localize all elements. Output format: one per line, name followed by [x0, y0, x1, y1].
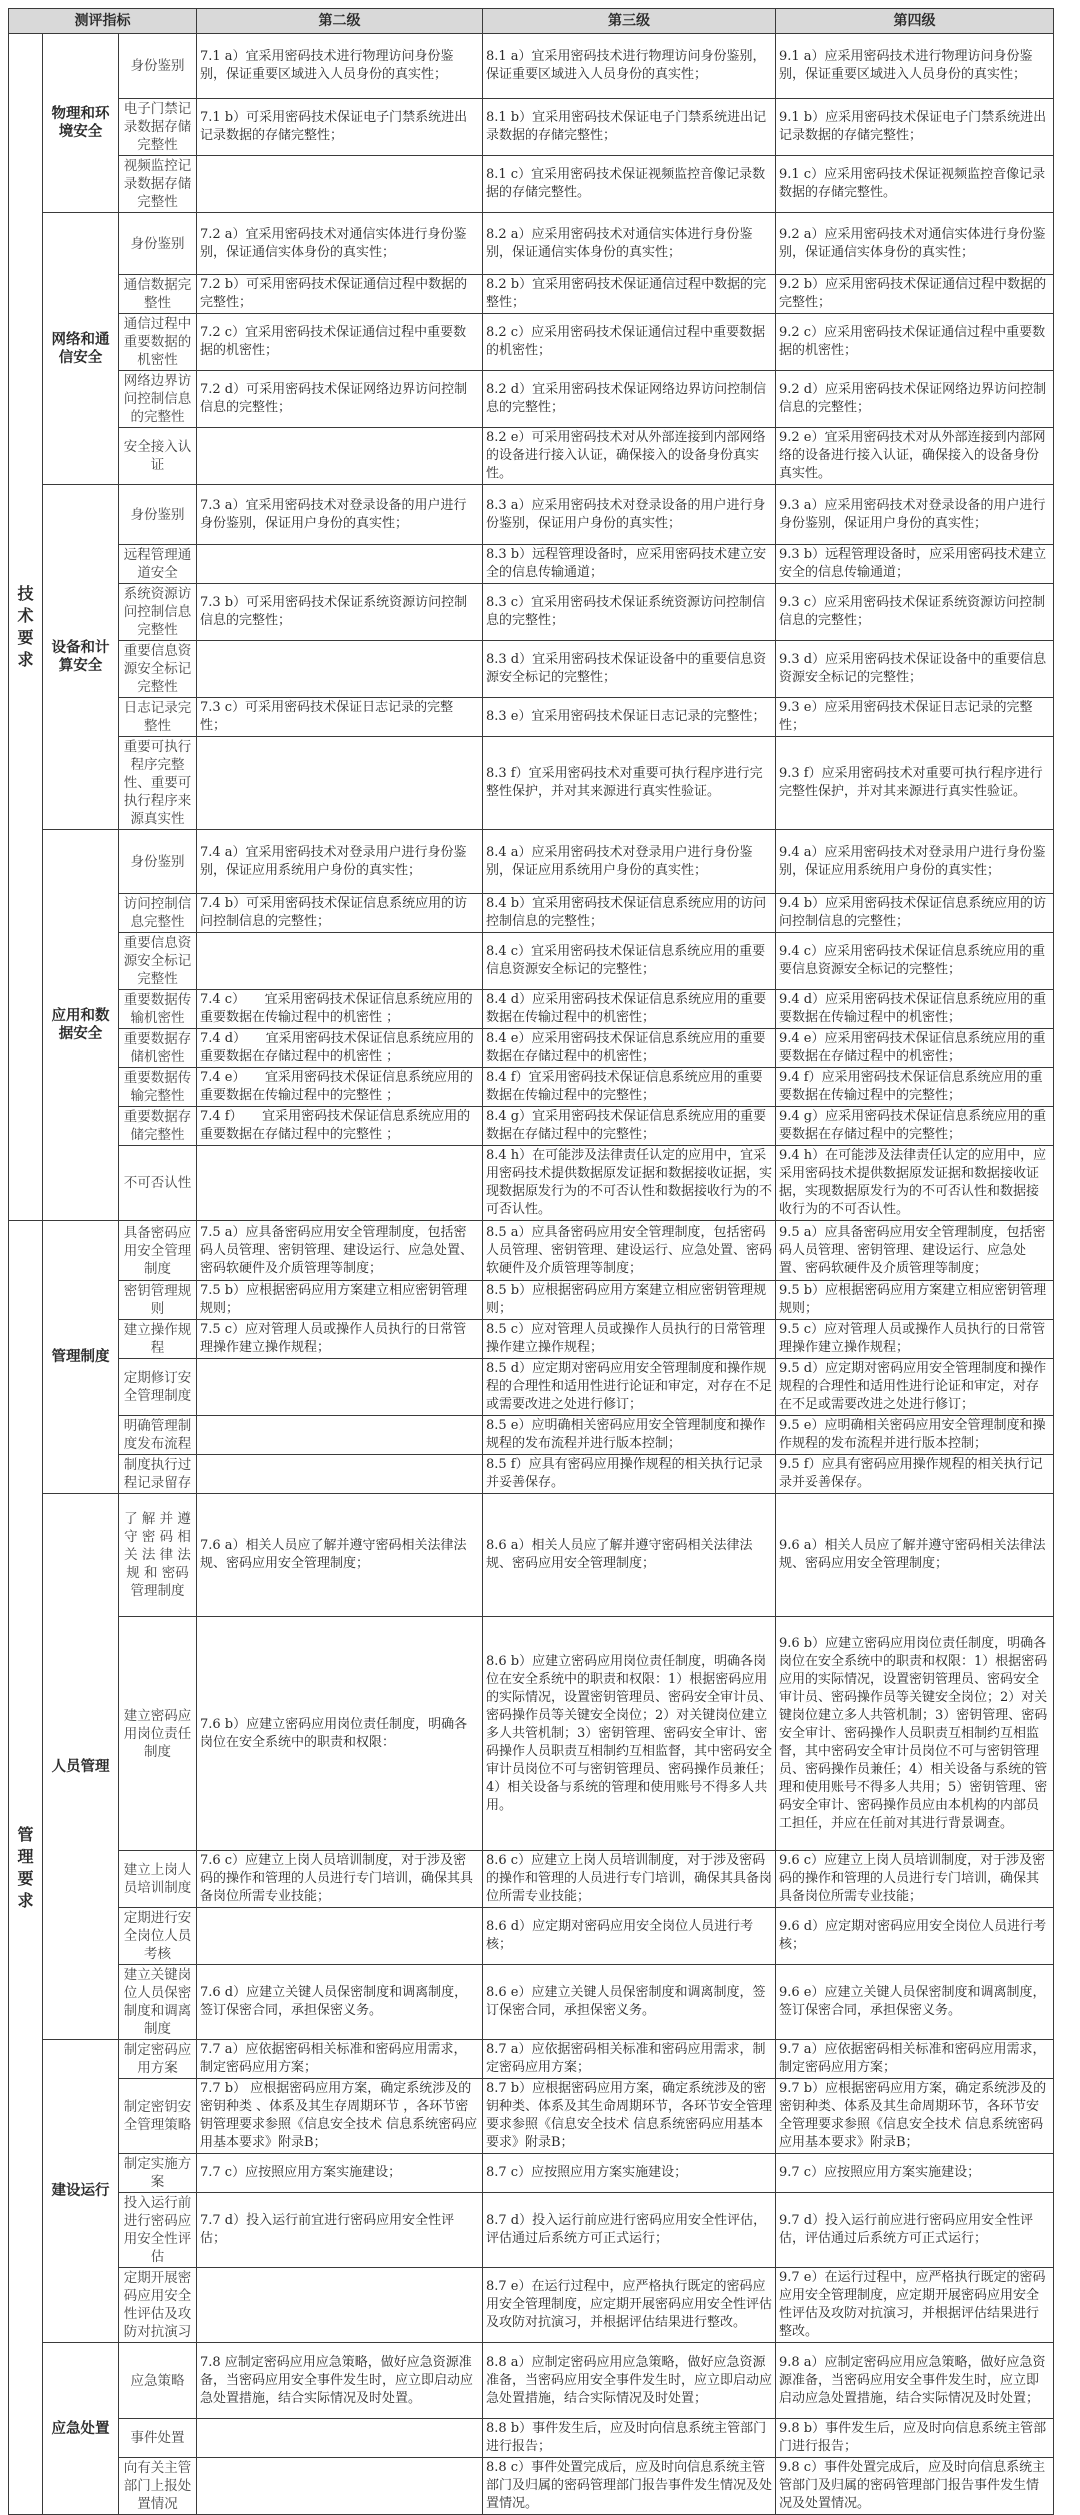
- level4-cell: 9.5 d）应定期对密码应用安全管理制度和操作规程的合理性和适用性进行论证和审定，对存在不足或需要改进之处进行修订；: [776, 1359, 1054, 1416]
- level2-cell: [197, 2268, 483, 2343]
- level2-cell: 7.3 b）可采用密码技术保证系统资源访问控制信息的完整性；: [197, 584, 483, 641]
- level4-cell: 9.2 c）应采用密码技术保证通信过程中重要数据的机密性；: [776, 314, 1054, 371]
- indicator-cell: 定期开展密码应用安全性评估及攻防对抗演习: [119, 2268, 197, 2343]
- indicator-cell: 应急策略: [119, 2343, 197, 2419]
- level3-cell: 8.2 b）宜采用密码技术保证通信过程中数据的完整性；: [483, 275, 776, 314]
- level2-cell: 7.7 d）投入运行前宜进行密码应用安全性评估；: [197, 2193, 483, 2268]
- level4-cell: 9.4 h）在可能涉及法律责任认定的应用中，应采用密码技术提供数据原发证据和数据接收证据，实现数据原发行为的不可否认性和数据接收行为的不可否认性。: [776, 1146, 1054, 1221]
- indicator-cell: 身份鉴别: [119, 485, 197, 545]
- level3-cell: 8.6 b）应建立密码应用岗位责任制度，明确各岗位在安全系统中的职责和权限：1）根据密码应用的实际情况，设置密钥管理员、密码安全审计员、密码操作员等关键安全岗位；2）对关键岗位建立多人共管机制；3）密钥管理、密码安全审计、密码操作人员职责互相制约互相监督，其中密码安全审计员岗位不可与密钥管理员、密码操作员兼任；4）相关设备与系统的管理和使用账号不得多人共用。: [483, 1617, 776, 1851]
- level3-cell: 8.4 a）应采用密码技术对登录用户进行身份鉴别，保证应用系统用户身份的真实性；: [483, 830, 776, 894]
- table-row: [9, 545, 1054, 584]
- table-row: [9, 1029, 1054, 1068]
- level2-cell: 7.4 f） 宜采用密码技术保证信息系统应用的重要数据在存储过程中的完整性 ；: [197, 1107, 483, 1146]
- level3-cell: 8.8 c）事件处置完成后，应及时向信息系统主管部门及归属的密码管理部门报告事件发生情况及处置情况。: [483, 2458, 776, 2515]
- level3-cell: 8.4 f）宜采用密码技术保证信息系统应用的重要数据在传输过程中的完整性；: [483, 1068, 776, 1107]
- indicator-cell: 重要可执行程序完整性、重要可执行程序来源真实性: [119, 737, 197, 830]
- level4-cell: 9.6 d）应定期对密码应用安全岗位人员进行考核；: [776, 1908, 1054, 1965]
- indicator-cell: 制定密钥安全管理策略: [119, 2079, 197, 2154]
- indicator-cell: 事件处置: [119, 2419, 197, 2458]
- indicator-cell: 安全接入认证: [119, 428, 197, 485]
- indicator-cell: 建立密码应用岗位责任制度: [119, 1617, 197, 1851]
- indicator-cell: 系统资源访问控制信息完整性: [119, 584, 197, 641]
- level4-cell: 9.6 a）相关人员应了解并遵守密码相关法律法规、密码应用安全管理制度；: [776, 1494, 1054, 1617]
- table-row: [9, 1908, 1054, 1965]
- level2-cell: [197, 1416, 483, 1455]
- level2-cell: 7.3 a）宜采用密码技术对登录设备的用户进行身份鉴别，保证用户身份的真实性；: [197, 485, 483, 545]
- table-row: [9, 1359, 1054, 1416]
- level3-cell: 8.6 c）应建立上岗人员培训制度，对于涉及密码的操作和管理的人员进行专门培训，确保其具备岗位所需专业技能；: [483, 1851, 776, 1908]
- level2-cell: 7.6 c）应建立上岗人员培训制度，对于涉及密码的操作和管理的人员进行专门培训，确保其具备岗位所需专业技能；: [197, 1851, 483, 1908]
- indicator-cell: 电子门禁记录数据存储完整性: [119, 99, 197, 156]
- indicator-cell: 了 解 并 遵 守 密 码 相 关 法 律 法 规 和 密码管理制度: [119, 1494, 197, 1617]
- table-row: [9, 1965, 1054, 2040]
- header-level3: 第三级: [483, 9, 776, 34]
- level4-cell: 9.5 f）应具有密码应用操作规程的相关执行记录并妥善保存。: [776, 1455, 1054, 1494]
- level3-cell: 8.3 f）宜采用密码技术对重要可执行程序进行完整性保护，并对其来源进行真实性验证。: [483, 737, 776, 830]
- indicator-cell: 日志记录完整性: [119, 698, 197, 737]
- table-row: [9, 1617, 1054, 1851]
- level2-cell: [197, 1455, 483, 1494]
- level3-cell: 8.5 d）应定期对密码应用安全管理制度和操作规程的合理性和适用性进行论证和审定，对存在不足或需要改进之处进行修订；: [483, 1359, 776, 1416]
- level4-cell: 9.5 a）应具备密码应用安全管理制度，包括密码人员管理、密钥管理、建设运行、应急处置、密码软硬件及介质管理等制度；: [776, 1221, 1054, 1281]
- indicator-cell: 建立关键岗位人员保密制度和调离制度: [119, 1965, 197, 2040]
- level2-cell: 7.2 b）可采用密码技术保证通信过程中数据的完整性；: [197, 275, 483, 314]
- level4-cell: 9.5 b）应根据密码应用方案建立相应密钥管理规则；: [776, 1281, 1054, 1320]
- table-row: [9, 1320, 1054, 1359]
- level3-cell: 8.5 b）应根据密码应用方案建立相应密钥管理规则；: [483, 1281, 776, 1320]
- level3-cell: 8.3 b）远程管理设备时，应采用密码技术建立安全的信息传输通道；: [483, 545, 776, 584]
- level2-cell: 7.1 b）可采用密码技术保证电子门禁系统进出记录数据的存储完整性；: [197, 99, 483, 156]
- table-row: [9, 99, 1054, 156]
- table-row: [9, 698, 1054, 737]
- level3-cell: 8.5 e）应明确相关密码应用安全管理制度和操作规程的发布流程并进行版本控制；: [483, 1416, 776, 1455]
- table-row: [9, 2343, 1054, 2419]
- level4-cell: 9.4 e）应采用密码技术保证信息系统应用的重要数据在存储过程中的机密性；: [776, 1029, 1054, 1068]
- indicator-cell: 建立操作规程: [119, 1320, 197, 1359]
- level2-cell: 7.3 c）可采用密码技术保证日志记录的完整性；: [197, 698, 483, 737]
- table-row: [9, 2193, 1054, 2268]
- indicator-cell: 重要信息资源安全标记完整性: [119, 933, 197, 990]
- table-row: [9, 34, 1054, 99]
- indicator-cell: 通信过程中重要数据的机密性: [119, 314, 197, 371]
- level2-cell: [197, 933, 483, 990]
- table-row: [9, 1281, 1054, 1320]
- level3-cell: 8.6 a）相关人员应了解并遵守密码相关法律法规、密码应用安全管理制度；: [483, 1494, 776, 1617]
- level2-cell: 7.5 c）应对管理人员或操作人员执行的日常管理操作建立操作规程；: [197, 1320, 483, 1359]
- group-label: 应急处置: [43, 2343, 119, 2515]
- indicator-cell: 重要数据传输完整性: [119, 1068, 197, 1107]
- group-label: 应用和数据安全: [43, 830, 119, 1221]
- indicator-cell: 制定实施方案: [119, 2154, 197, 2193]
- level4-cell: 9.5 c）应对管理人员或操作人员执行的日常管理操作建立操作规程；: [776, 1320, 1054, 1359]
- table-row: [9, 2419, 1054, 2458]
- level2-cell: 7.2 d）可采用密码技术保证网络边界访问控制信息的完整性；: [197, 371, 483, 428]
- table-row: [9, 2079, 1054, 2154]
- level2-cell: 7.5 b）应根据密码应用方案建立相应密钥管理规则；: [197, 1281, 483, 1320]
- level2-cell: [197, 2419, 483, 2458]
- level4-cell: 9.2 b）应采用密码技术保证通信过程中数据的完整性；: [776, 275, 1054, 314]
- indicator-cell: 定期进行安全岗位人员考核: [119, 1908, 197, 1965]
- level3-cell: 8.2 e）可采用密码技术对从外部连接到内部网络的设备进行接入认证，确保接入的设备身份真实性。: [483, 428, 776, 485]
- indicator-cell: 网络边界访问控制信息的完整性: [119, 371, 197, 428]
- level2-cell: 7.5 a）应具备密码应用安全管理制度，包括密码人员管理、密钥管理、建设运行、应急处置、密码软硬件及介质管理等制度；: [197, 1221, 483, 1281]
- level3-cell: 8.5 a）应具备密码应用安全管理制度，包括密码人员管理、密钥管理、建设运行、应急处置、密码软硬件及介质管理等制度；: [483, 1221, 776, 1281]
- level2-cell: [197, 1146, 483, 1221]
- table-row: [9, 1455, 1054, 1494]
- level4-cell: 9.7 d）投入运行前应进行密码应用安全性评估，评估通过后系统方可正式运行；: [776, 2193, 1054, 2268]
- level4-cell: 9.6 c）应建立上岗人员培训制度，对于涉及密码的操作和管理的人员进行专门培训，确保其具备岗位所需专业技能；: [776, 1851, 1054, 1908]
- indicator-cell: 重要信息资源安全标记完整性: [119, 641, 197, 698]
- level4-cell: 9.2 a）应采用密码技术对通信实体进行身份鉴别，保证通信实体身份的真实性；: [776, 213, 1054, 275]
- level2-cell: 7.7 b） 应根据密码应用方案，确定系统涉及的密钥种类 、体系及其生存周期环节 ，各环节密钥管理要求参照《信息安全技术 信息系统密码应用基本要求》附录B；: [197, 2079, 483, 2154]
- indicator-cell: 重要数据存储完整性: [119, 1107, 197, 1146]
- level4-cell: 9.3 a）应采用密码技术对登录设备的用户进行身份鉴别，保证用户身份的真实性；: [776, 485, 1054, 545]
- indicator-cell: 建立上岗人员培训制度: [119, 1851, 197, 1908]
- table-row: [9, 1146, 1054, 1221]
- level3-cell: 8.4 h）在可能涉及法律责任认定的应用中，宜采用密码技术提供数据原发证据和数据接收证据，实现数据原发行为的不可否认性和数据接收行为的不可否认性。: [483, 1146, 776, 1221]
- level2-cell: 7.4 b）可采用密码技术保证信息系统应用的访问控制信息的完整性；: [197, 894, 483, 933]
- indicator-cell: 重要数据存储机密性: [119, 1029, 197, 1068]
- indicator-cell: 投入运行前进行密码应用安全性评估: [119, 2193, 197, 2268]
- level4-cell: 9.5 e）应明确相关密码应用安全管理制度和操作规程的发布流程并进行版本控制；: [776, 1416, 1054, 1455]
- level4-cell: 9.1 b）应采用密码技术保证电子门禁系统进出记录数据的存储完整性；: [776, 99, 1054, 156]
- table-row: [9, 1851, 1054, 1908]
- table-row: [9, 641, 1054, 698]
- table-row: [9, 2040, 1054, 2079]
- indicator-cell: 视频监控记录数据存储完整性: [119, 156, 197, 213]
- level4-cell: 9.4 c）应采用密码技术保证信息系统应用的重要信息资源安全标记的完整性；: [776, 933, 1054, 990]
- table-row: [9, 371, 1054, 428]
- table-row: [9, 990, 1054, 1029]
- table-row: [9, 894, 1054, 933]
- level2-cell: 7.4 a）宜采用密码技术对登录用户进行身份鉴别，保证应用系统用户身份的真实性；: [197, 830, 483, 894]
- level2-cell: [197, 2458, 483, 2515]
- level3-cell: 8.2 a）应采用密码技术对通信实体进行身份鉴别，保证通信实体身份的真实性；: [483, 213, 776, 275]
- level4-cell: 9.1 a）应采用密码技术进行物理访问身份鉴别，保证重要区域进入人员身份的真实性；: [776, 34, 1054, 99]
- level4-cell: 9.7 b）应根据密码应用方案，确定系统涉及的密钥种类、体系及其生命周期环节，各环节安全管理要求参照《信息安全技术 信息系统密码应用基本要求》附录B；: [776, 2079, 1054, 2154]
- level4-cell: 9.1 c）应采用密码技术保证视频监控音像记录数据的存储完整性。: [776, 156, 1054, 213]
- level3-cell: 8.5 c）应对管理人员或操作人员执行的日常管理操作建立操作规程；: [483, 1320, 776, 1359]
- indicator-cell: 访问控制信息完整性: [119, 894, 197, 933]
- level2-cell: [197, 1359, 483, 1416]
- level3-cell: 8.7 b）应根据密码应用方案，确定系统涉及的密钥种类、体系及其生命周期环节，各环节安全管理要求参照《信息安全技术 信息系统密码应用基本要求》附录B；: [483, 2079, 776, 2154]
- level3-cell: 8.1 c）宜采用密码技术保证视频监控音像记录数据的存储完整性。: [483, 156, 776, 213]
- level2-cell: [197, 428, 483, 485]
- level4-cell: 9.3 b）远程管理设备时，应采用密码技术建立安全的信息传输通道；: [776, 545, 1054, 584]
- level4-cell: 9.8 c）事件处置完成后，应及时向信息系统主管部门及归属的密码管理部门报告事件发生情况及处置情况。: [776, 2458, 1054, 2515]
- evaluation-requirements-table: [8, 8, 1054, 2515]
- table-body: [9, 34, 1054, 2515]
- level3-cell: 8.4 e）应采用密码技术保证信息系统应用的重要数据在存储过程中的机密性；: [483, 1029, 776, 1068]
- indicator-cell: 明确管理制度发布流程: [119, 1416, 197, 1455]
- level2-cell: 7.4 c） 宜采用密码技术保证信息系统应用的重要数据在传输过程中的机密性 ；: [197, 990, 483, 1029]
- level3-cell: 8.7 e）在运行过程中，应严格执行既定的密码应用安全管理制度，应定期开展密码应用安全性评估及攻防对抗演习，并根据评估结果进行整改。: [483, 2268, 776, 2343]
- level2-cell: 7.4 d） 宜采用密码技术保证信息系统应用的重要数据在存储过程中的机密性 ；: [197, 1029, 483, 1068]
- table-row: [9, 2458, 1054, 2515]
- level2-cell: 7.2 c）宜采用密码技术保证通信过程中重要数据的机密性；: [197, 314, 483, 371]
- level3-cell: 8.3 c）宜采用密码技术保证系统资源访问控制信息的完整性；: [483, 584, 776, 641]
- level2-cell: [197, 641, 483, 698]
- level4-cell: 9.7 e）在运行过程中，应严格执行既定的密码应用安全管理制度，应定期开展密码应用安全性评估及攻防对抗演习，并根据评估结果进行整改。: [776, 2268, 1054, 2343]
- indicator-cell: 密钥管理规则: [119, 1281, 197, 1320]
- level4-cell: 9.3 c）应采用密码技术保证系统资源访问控制信息的完整性；: [776, 584, 1054, 641]
- indicator-cell: 通信数据完整性: [119, 275, 197, 314]
- level4-cell: 9.7 a）应依据密码相关标准和密码应用需求，制定密码应用方案；: [776, 2040, 1054, 2079]
- level2-cell: 7.6 a）相关人员应了解并遵守密码相关法律法规、密码应用安全管理制度；: [197, 1494, 483, 1617]
- level3-cell: 8.7 d）投入运行前应进行密码应用安全性评估，评估通过后系统方可正式运行；: [483, 2193, 776, 2268]
- level3-cell: 8.7 c）应按照应用方案实施建设；: [483, 2154, 776, 2193]
- table-row: [9, 213, 1054, 275]
- level4-cell: 9.4 d）应采用密码技术保证信息系统应用的重要数据在传输过程中的机密性；: [776, 990, 1054, 1029]
- level4-cell: 9.3 d）应采用密码技术保证设备中的重要信息资源安全标记的完整性；: [776, 641, 1054, 698]
- level3-cell: 8.1 b）宜采用密码技术保证电子门禁系统进出记录数据的存储完整性；: [483, 99, 776, 156]
- level4-cell: 9.3 f）应采用密码技术对重要可执行程序进行完整性保护，并对其来源进行真实性验证。: [776, 737, 1054, 830]
- table-row: [9, 1107, 1054, 1146]
- level2-cell: [197, 156, 483, 213]
- level2-cell: [197, 545, 483, 584]
- level4-cell: 9.4 f）应采用密码技术保证信息系统应用的重要数据在传输过程中的完整性；: [776, 1068, 1054, 1107]
- level2-cell: [197, 1908, 483, 1965]
- header-level4: 第四级: [776, 9, 1054, 34]
- group-label: 建设运行: [43, 2040, 119, 2343]
- indicator-cell: 重要数据传输机密性: [119, 990, 197, 1029]
- indicator-cell: 身份鉴别: [119, 213, 197, 275]
- level3-cell: 8.4 d）应采用密码技术保证信息系统应用的重要数据在传输过程中的机密性；: [483, 990, 776, 1029]
- table-row: [9, 1221, 1054, 1281]
- level3-cell: 8.2 d）宜采用密码技术保证网络边界访问控制信息的完整性；: [483, 371, 776, 428]
- header-level2: 第二级: [197, 9, 483, 34]
- level4-cell: 9.8 b）事件发生后，应及时向信息系统主管部门进行报告；: [776, 2419, 1054, 2458]
- level3-cell: 8.5 f）应具有密码应用操作规程的相关执行记录并妥善保存。: [483, 1455, 776, 1494]
- level3-cell: 8.3 a）应采用密码技术对登录设备的用户进行身份鉴别，保证用户身份的真实性；: [483, 485, 776, 545]
- group-label: 管理制度: [43, 1221, 119, 1494]
- table-row: [9, 1494, 1054, 1617]
- table-row: [9, 1068, 1054, 1107]
- level3-cell: 8.6 e）应建立关键人员保密制度和调离制度，签订保密合同，承担保密义务。: [483, 1965, 776, 2040]
- level4-cell: 9.4 a）应采用密码技术对登录用户进行身份鉴别，保证应用系统用户身份的真实性；: [776, 830, 1054, 894]
- indicator-cell: 具备密码应用安全管理制度: [119, 1221, 197, 1281]
- group-label: 物理和环境安全: [43, 34, 119, 213]
- group-label: 人员管理: [43, 1494, 119, 2040]
- group-label: 网络和通信安全: [43, 213, 119, 485]
- table-row: [9, 485, 1054, 545]
- level2-cell: 7.8 应制定密码应用应急策略，做好应急资源准备，当密码应用安全事件发生时，应立即启动应急处置措施，结合实际情况及时处置。: [197, 2343, 483, 2419]
- level4-cell: 9.4 g）应采用密码技术保证信息系统应用的重要数据在存储过程中的完整性；: [776, 1107, 1054, 1146]
- level3-cell: 8.8 a）应制定密码应用应急策略，做好应急资源准备，当密码应用安全事件发生时，应立即启动应急处置措施，结合实际情况及时处置；: [483, 2343, 776, 2419]
- level2-cell: 7.4 e） 宜采用密码技术保证信息系统应用的重要数据在传输过程中的完整性 ；: [197, 1068, 483, 1107]
- table-row: [9, 428, 1054, 485]
- level3-cell: 8.7 a）应依据密码相关标准和密码应用需求，制定密码应用方案；: [483, 2040, 776, 2079]
- level4-cell: 9.2 d）应采用密码技术保证网络边界访问控制信息的完整性；: [776, 371, 1054, 428]
- indicator-cell: 向有关主管部门上报处置情况: [119, 2458, 197, 2515]
- table-row: [9, 933, 1054, 990]
- table-header-row: [9, 9, 1054, 34]
- level3-cell: 8.1 a）宜采用密码技术进行物理访问身份鉴别，保证重要区域进入人员身份的真实性；: [483, 34, 776, 99]
- level2-cell: 7.7 a）应依据密码相关标准和密码应用需求，制定密码应用方案；: [197, 2040, 483, 2079]
- indicator-cell: 不可否认性: [119, 1146, 197, 1221]
- table-row: [9, 584, 1054, 641]
- level3-cell: 8.3 e）宜采用密码技术保证日志记录的完整性；: [483, 698, 776, 737]
- section-label: 技术要求: [9, 34, 43, 1221]
- indicator-cell: 身份鉴别: [119, 830, 197, 894]
- level2-cell: 7.6 b）应建立密码应用岗位责任制度，明确各岗位在安全系统中的职责和权限：: [197, 1617, 483, 1851]
- group-label: 设备和计算安全: [43, 485, 119, 830]
- level3-cell: 8.4 g）宜采用密码技术保证信息系统应用的重要数据在存储过程中的完整性；: [483, 1107, 776, 1146]
- table-row: [9, 2154, 1054, 2193]
- table-row: [9, 1416, 1054, 1455]
- indicator-cell: 远程管理通道安全: [119, 545, 197, 584]
- header-indicator: 测评指标: [9, 9, 197, 34]
- level4-cell: 9.6 b）应建立密码应用岗位责任制度，明确各岗位在安全系统中的职责和权限：1）根据密码应用的实际情况，设置密钥管理员、密码安全审计员、密码操作员等关键安全岗位；2）对关键岗位建立多人共管机制；3）密钥管理、密码安全审计、密码操作人员职责互相制约互相监督，其中密码安全审计员岗位不可与密钥管理员、密码操作员兼任；4）相关设备与系统的管理和使用账号不得多人共用；5）密钥管理、密码安全审计、密码操作员应由本机构的内部员工担任，并应在任前对其进行背景调查。: [776, 1617, 1054, 1851]
- indicator-cell: 身份鉴别: [119, 34, 197, 99]
- level3-cell: 8.4 c）宜采用密码技术保证信息系统应用的重要信息资源安全标记的完整性；: [483, 933, 776, 990]
- indicator-cell: 制定密码应用方案: [119, 2040, 197, 2079]
- indicator-cell: 定期修订安全管理制度: [119, 1359, 197, 1416]
- table-row: [9, 830, 1054, 894]
- level4-cell: 9.6 e）应建立关键人员保密制度和调离制度，签订保密合同，承担保密义务。: [776, 1965, 1054, 2040]
- table-row: [9, 737, 1054, 830]
- section-label: 管理要求: [9, 1221, 43, 2515]
- level2-cell: 7.2 a）宜采用密码技术对通信实体进行身份鉴别，保证通信实体身份的真实性；: [197, 213, 483, 275]
- level3-cell: 8.6 d）应定期对密码应用安全岗位人员进行考核；: [483, 1908, 776, 1965]
- level3-cell: 8.2 c）应采用密码技术保证通信过程中重要数据的机密性；: [483, 314, 776, 371]
- level2-cell: 7.7 c）应按照应用方案实施建设；: [197, 2154, 483, 2193]
- table-row: [9, 2268, 1054, 2343]
- level2-cell: 7.6 d）应建立关键人员保密制度和调离制度，签订保密合同，承担保密义务。: [197, 1965, 483, 2040]
- level3-cell: 8.4 b）宜采用密码技术保证信息系统应用的访问控制信息的完整性；: [483, 894, 776, 933]
- level2-cell: 7.1 a）宜采用密码技术进行物理访问身份鉴别，保证重要区域进入人员身份的真实性；: [197, 34, 483, 99]
- level4-cell: 9.2 e）宜采用密码技术对从外部连接到内部网络的设备进行接入认证，确保接入的设备身份真实性。: [776, 428, 1054, 485]
- level4-cell: 9.4 b）应采用密码技术保证信息系统应用的访问控制信息的完整性；: [776, 894, 1054, 933]
- indicator-cell: 制度执行过程记录留存: [119, 1455, 197, 1494]
- table-row: [9, 275, 1054, 314]
- level4-cell: 9.3 e）应采用密码技术保证日志记录的完整性；: [776, 698, 1054, 737]
- level4-cell: 9.7 c）应按照应用方案实施建设；: [776, 2154, 1054, 2193]
- table-row: [9, 314, 1054, 371]
- level4-cell: 9.8 a）应制定密码应用应急策略，做好应急资源准备，当密码应用安全事件发生时，应立即启动应急处置措施，结合实际情况及时处置；: [776, 2343, 1054, 2419]
- table-row: [9, 156, 1054, 213]
- level3-cell: 8.8 b）事件发生后，应及时向信息系统主管部门进行报告；: [483, 2419, 776, 2458]
- level2-cell: [197, 737, 483, 830]
- level3-cell: 8.3 d）宜采用密码技术保证设备中的重要信息资源安全标记的完整性；: [483, 641, 776, 698]
